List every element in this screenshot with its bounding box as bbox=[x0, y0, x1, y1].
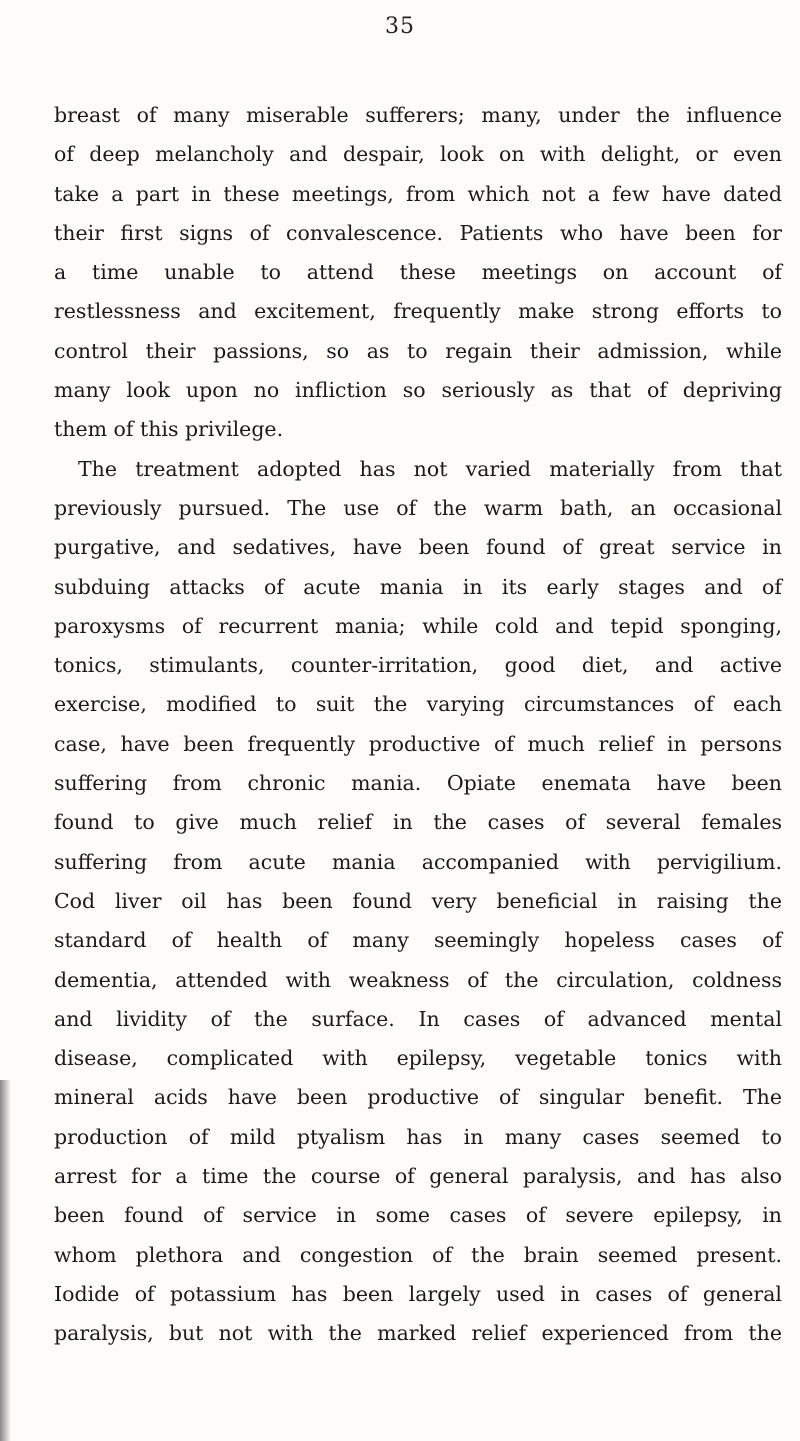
text-line: paralysis, but not with the marked relief experienced from the bbox=[54, 1321, 782, 1346]
text-line: paroxysms of recurrent mania; while cold and tepid sponging, bbox=[54, 613, 782, 638]
text-line: control their passions, so as to regain their admission, while bbox=[54, 338, 782, 363]
text-line: a time unable to attend these meetings on account of bbox=[54, 260, 782, 285]
body-text bbox=[54, 96, 782, 1354]
text-line: suffering from chronic mania. Opiate enemata have been bbox=[54, 771, 782, 796]
text-line: take a part in these meetings, from which not a few have dated bbox=[54, 181, 782, 206]
text-line: many look upon no infliction so seriously as that of depriving bbox=[54, 378, 782, 403]
text-line: disease, complicated with epilepsy, vegetable tonics with bbox=[54, 1046, 782, 1071]
text-line: subduing attacks of acute mania in its early stages and of bbox=[54, 574, 782, 599]
text-line: breast of many miserable sufferers; many, under the influence bbox=[54, 103, 782, 127]
text-line: whom plethora and congestion of the brain seemed present. bbox=[54, 1242, 782, 1267]
text-line: been found of service in some cases of severe epilepsy, in bbox=[54, 1203, 782, 1228]
text-line: mineral acids have been productive of singular benefit. The bbox=[54, 1085, 782, 1110]
text-line: previously pursued. The use of the warm bath, an occasional bbox=[54, 495, 782, 520]
text-line: purgative, and sedatives, have been found of great service in bbox=[54, 535, 782, 560]
text-line: suffering from acute mania accompanied with pervigilium. bbox=[54, 849, 782, 874]
text-line: production of mild ptyalism has in many cases seemed to bbox=[54, 1124, 782, 1149]
text-line: tonics, stimulants, counter-irritation, good diet, and active bbox=[54, 653, 782, 678]
paragraph-start-line: The treatment adopted has not varied materially from that bbox=[78, 456, 782, 481]
text-line: standard of health of many seemingly hopeless cases of bbox=[54, 928, 782, 953]
text-line: restlessness and excitement, frequently make strong efforts to bbox=[54, 299, 782, 324]
text-line: case, have been frequently productive of much relief in persons bbox=[54, 731, 782, 756]
text-line: Cod liver oil has been found very beneficial in raising the bbox=[54, 888, 782, 913]
text-line: their first signs of convalescence. Patients who have been for bbox=[54, 220, 782, 245]
text-line: found to give much relief in the cases of several females bbox=[54, 810, 782, 835]
text-line: of deep melancholy and despair, look on with delight, or even bbox=[54, 142, 782, 167]
page-number: 35 bbox=[385, 14, 415, 39]
text-line: them of this privilege. bbox=[54, 417, 284, 442]
text-line: dementia, attended with weakness of the circulation, coldness bbox=[54, 967, 782, 992]
text-line: Iodide of potassium has been largely used in cases of general bbox=[54, 1281, 782, 1306]
page-binding-shadow bbox=[0, 1080, 10, 1441]
text-line: exercise, modified to suit the varying circumstances of each bbox=[54, 692, 782, 717]
text-line: arrest for a time the course of general paralysis, and has also bbox=[54, 1164, 782, 1189]
text-line: and lividity of the surface. In cases of advanced mental bbox=[54, 1006, 782, 1031]
